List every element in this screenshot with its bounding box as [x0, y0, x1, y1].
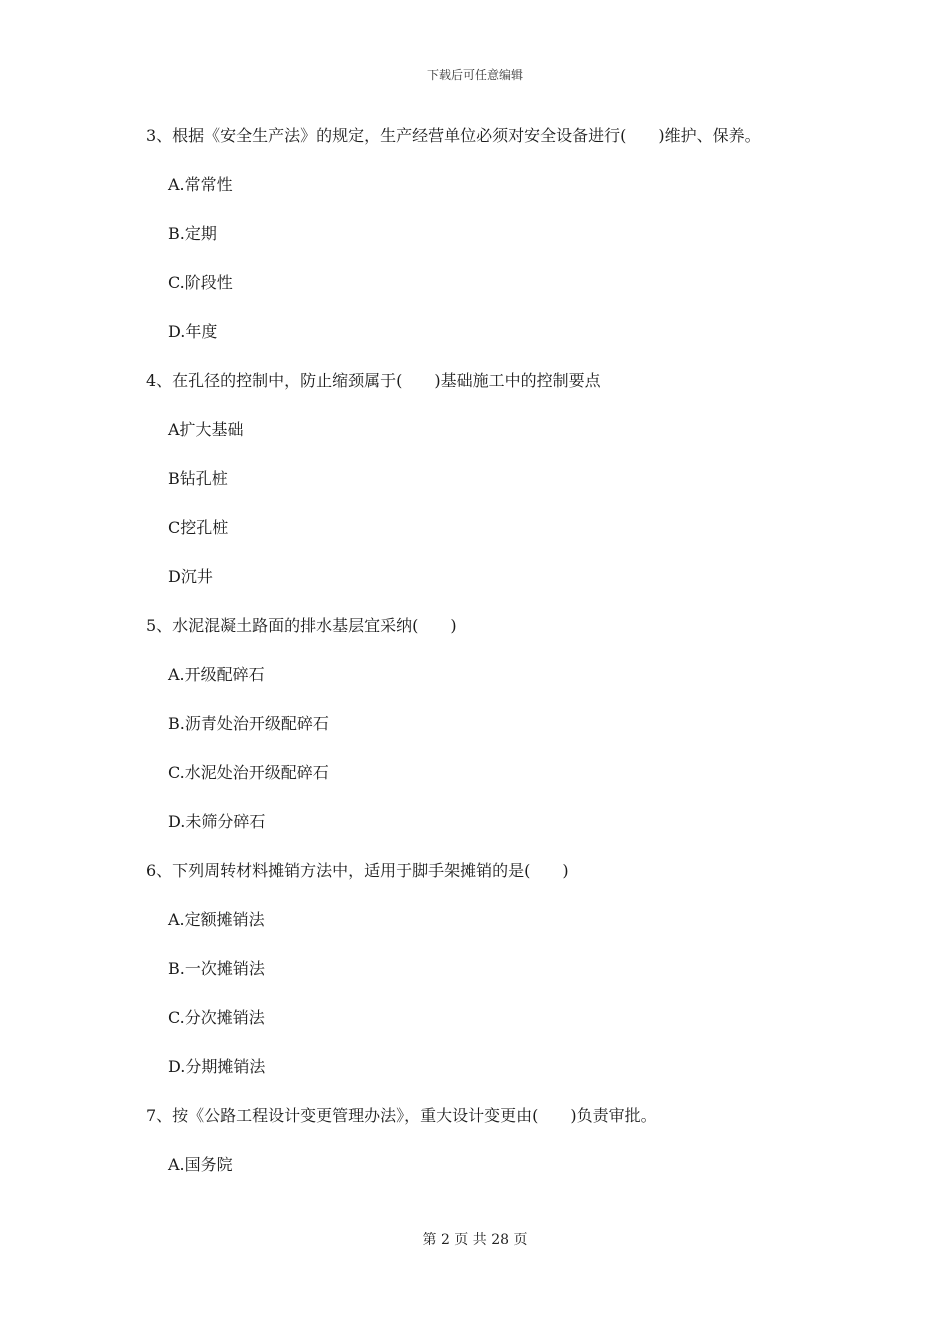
question-7: 7、按《公路工程设计变更管理办法》，重大设计变更由( )负责审批。 — [146, 1106, 657, 1125]
option-4c: C挖孔桩 — [168, 518, 229, 537]
option-5a: A.开级配碎石 — [168, 665, 265, 684]
option-6a: A.定额摊销法 — [168, 910, 265, 929]
option-6b: B.一次摊销法 — [168, 959, 265, 978]
question-list — [146, 124, 846, 1202]
option-3d: D.年度 — [168, 322, 218, 341]
option-5c: C.水泥处治开级配碎石 — [168, 763, 329, 782]
option-3b: B.定期 — [168, 224, 217, 243]
option-4a: A扩大基础 — [168, 420, 244, 439]
page-header: 下载后可任意编辑 — [426, 68, 523, 82]
question-5: 5、水泥混凝土路面的排水基层宜采纳( ) — [146, 616, 457, 635]
option-3c: C.阶段性 — [168, 273, 233, 292]
page-footer: 第 2 页 共 28 页 — [422, 1232, 528, 1248]
question-4: 4、在孔径的控制中，防止缩颈属于( )基础施工中的控制要点 — [146, 371, 601, 390]
question-6: 6、下列周转材料摊销方法中，适用于脚手架摊销的是( ) — [146, 861, 569, 880]
option-5d: D.未筛分碎石 — [168, 812, 266, 831]
option-4b: B钻孔桩 — [168, 469, 228, 488]
option-3a: A.常常性 — [168, 175, 233, 194]
option-5b: B.沥青处治开级配碎石 — [168, 714, 329, 733]
option-4d: D沉井 — [168, 567, 213, 586]
option-7a: A.国务院 — [168, 1155, 233, 1174]
option-6c: C.分次摊销法 — [168, 1008, 265, 1027]
question-3: 3、根据《安全生产法》的规定，生产经营单位必须对安全设备进行( )维护、保养。 — [146, 126, 761, 145]
option-6d: D.分期摊销法 — [168, 1057, 266, 1076]
